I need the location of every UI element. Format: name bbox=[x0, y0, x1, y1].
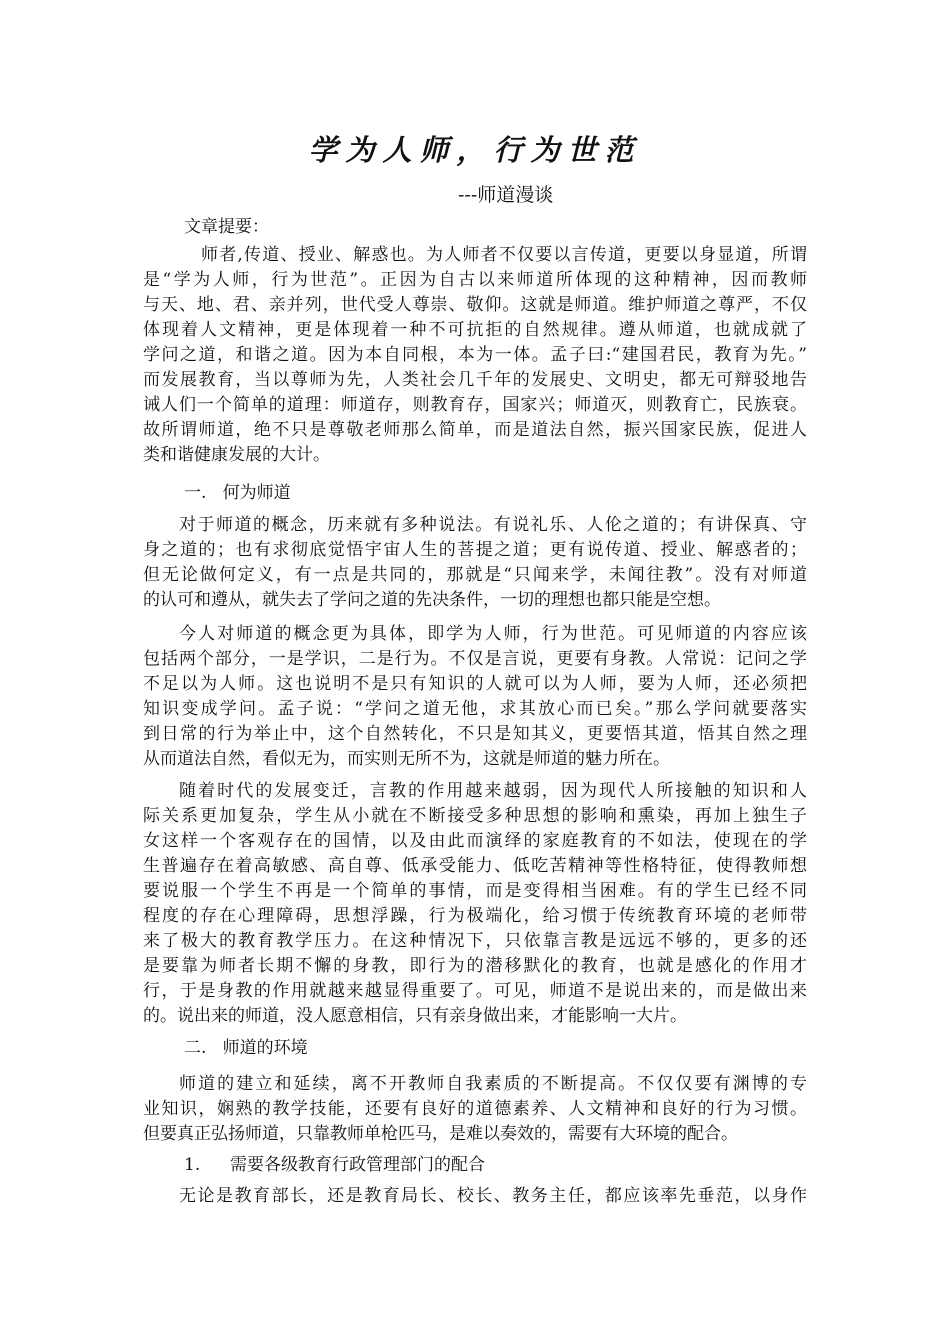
subsection-number: 1. bbox=[184, 1155, 201, 1175]
body-paragraph bbox=[143, 622, 807, 772]
paragraph-line: 程度的存在心理障碍，思想浮躁，行为极端化，给习惯于传统教育环境的老师带 bbox=[143, 906, 807, 926]
paragraph-line: 师道的建立和延续，离不开教师自我素质的不断提高。不仅仅要有渊博的专 bbox=[179, 1074, 807, 1094]
paragraph-line: 业知识，娴熟的教学技能，还要有良好的道德素养、人文精神和良好的行为习惯。 bbox=[143, 1099, 807, 1119]
paragraph-line: 际关系更加复杂，学生从小就在不断接受多种思想的影响和熏染，再加上独生子 bbox=[143, 806, 807, 826]
abstract-paragraph bbox=[143, 243, 807, 468]
body-paragraph bbox=[143, 1184, 807, 1209]
paragraph-line: 类和谐健康发展的大计。 bbox=[143, 445, 330, 465]
paragraph-line: 是要靠为师者长期不懈的身教，即行为的潜移默化的教育，也就是感化的作用才 bbox=[143, 956, 807, 976]
paragraph-line: 对于师道的概念，历来就有多种说法。有说礼乐、人伦之道的；有讲保真、守 bbox=[179, 515, 807, 535]
paragraph-line: 学问之道，和谐之道。因为本自同根，本为一体。孟子曰:“建国君民，教育为先。” bbox=[143, 345, 807, 365]
paragraph-line: 但要真正弘扬师道，只靠教师单枪匹马，是难以奏效的，需要有大环境的配合。 bbox=[143, 1124, 738, 1144]
paragraph-line: 是“学为人师，行为世范”。正因为自古以来师道所体现的这种精神，因而教师 bbox=[143, 270, 807, 290]
section-heading: 二. 师道的环境 bbox=[184, 1038, 308, 1058]
paragraph-line: 到日常的行为举止中，这个自然转化，不只是知其义，更要悟其道，悟其自然之理 bbox=[143, 724, 807, 744]
paragraph-line: 无论是教育部长，还是教育局长、校长、教务主任，都应该率先垂范，以身作 bbox=[179, 1186, 807, 1206]
paragraph-line: 体现着人文精神，更是体现着一种不可抗拒的自然规律。遵从师道，也就成就了 bbox=[143, 320, 807, 340]
paragraph-line: 知识变成学问。孟子说：“学问之道无他，求其放心而已矣。”那么学问就要落实 bbox=[143, 699, 807, 719]
document-subtitle: ---师道漫谈 bbox=[458, 184, 554, 206]
paragraph-line: 而发展教育，当以尊师为先，人类社会几千年的发展史、文明史，都无可辩驳地告 bbox=[143, 370, 807, 390]
paragraph-line: 与天、地、君、亲并列，世代受人尊崇、敬仰。这就是师道。维护师道之尊严，不仅 bbox=[143, 295, 807, 315]
paragraph-line: 行，于是身教的作用就越来越显得重要了。可见，师道不是说出来的，而是做出来 bbox=[143, 981, 807, 1001]
paragraph-line: 随着时代的发展变迁，言教的作用越来越弱，因为现代人所接触的知识和人 bbox=[179, 781, 807, 801]
paragraph-line: 包括两个部分，一是学识，二是行为。不仅是言说，更要有身教。人常说：记问之学 bbox=[143, 649, 807, 669]
paragraph-line: 身之道的；也有求彻底觉悟宇宙人生的菩提之道；更有说传道、授业、解惑者的； bbox=[143, 540, 807, 560]
paragraph-line: 来了极大的教育教学压力。在这种情况下，只依靠言教是远远不够的，更多的还 bbox=[143, 931, 807, 951]
section-heading: 一. 何为师道 bbox=[184, 483, 291, 503]
paragraph-line: 故所谓师道，绝不只是尊敬老师那么简单，而是道法自然，振兴国家民族，促进人 bbox=[143, 420, 807, 440]
body-paragraph bbox=[143, 779, 807, 1029]
paragraph-line: 的认可和遵从，就失去了学问之道的先决条件，一切的理想也都只能是空想。 bbox=[143, 590, 721, 610]
paragraph-line: 不足以为人师。这也说明不是只有知识的人就可以为人师，要为人师，还必须把 bbox=[143, 674, 807, 694]
abstract-label: 文章提要： bbox=[184, 217, 269, 237]
paragraph-line: 要说服一个学生不再是一个简单的事情，而是变得相当困难。有的学生已经不同 bbox=[143, 881, 807, 901]
body-paragraph bbox=[143, 513, 807, 613]
paragraph-line: 的。说出来的师道，没人愿意相信，只有亲身做出来，才能影响一大片。 bbox=[143, 1006, 687, 1026]
paragraph-line: 从而道法自然，看似无为，而实则无所不为，这就是师道的魅力所在。 bbox=[143, 749, 670, 769]
paragraph-line: 生普遍存在着高敏感、高自尊、低承受能力、低吃苦精神等性格特征，使得教师想 bbox=[143, 856, 807, 876]
paragraph-line: 诫人们一个简单的道理：师道存，则教育存，国家兴；师道灭，则教育亡，民族衰。 bbox=[143, 395, 807, 415]
paragraph-line: 今人对师道的概念更为具体，即学为人师，行为世范。可见师道的内容应该 bbox=[179, 624, 807, 644]
paragraph-line: 师者,传道、授业、解惑也。为人师者不仅要以言传道，更要以身显道，所谓 bbox=[201, 245, 807, 265]
subsection-heading: 需要各级教育行政管理部门的配合 bbox=[230, 1155, 485, 1175]
paragraph-line: 女这样一个客观存在的国情，以及由此而演绎的家庭教育的不如法，使现在的学 bbox=[143, 831, 807, 851]
paragraph-line: 但无论做何定义，有一点是共同的，那就是“只闻来学，未闻往教”。没有对师道 bbox=[143, 565, 807, 585]
document-title: 学为人师，行为世范 bbox=[308, 133, 642, 167]
body-paragraph bbox=[143, 1072, 807, 1147]
